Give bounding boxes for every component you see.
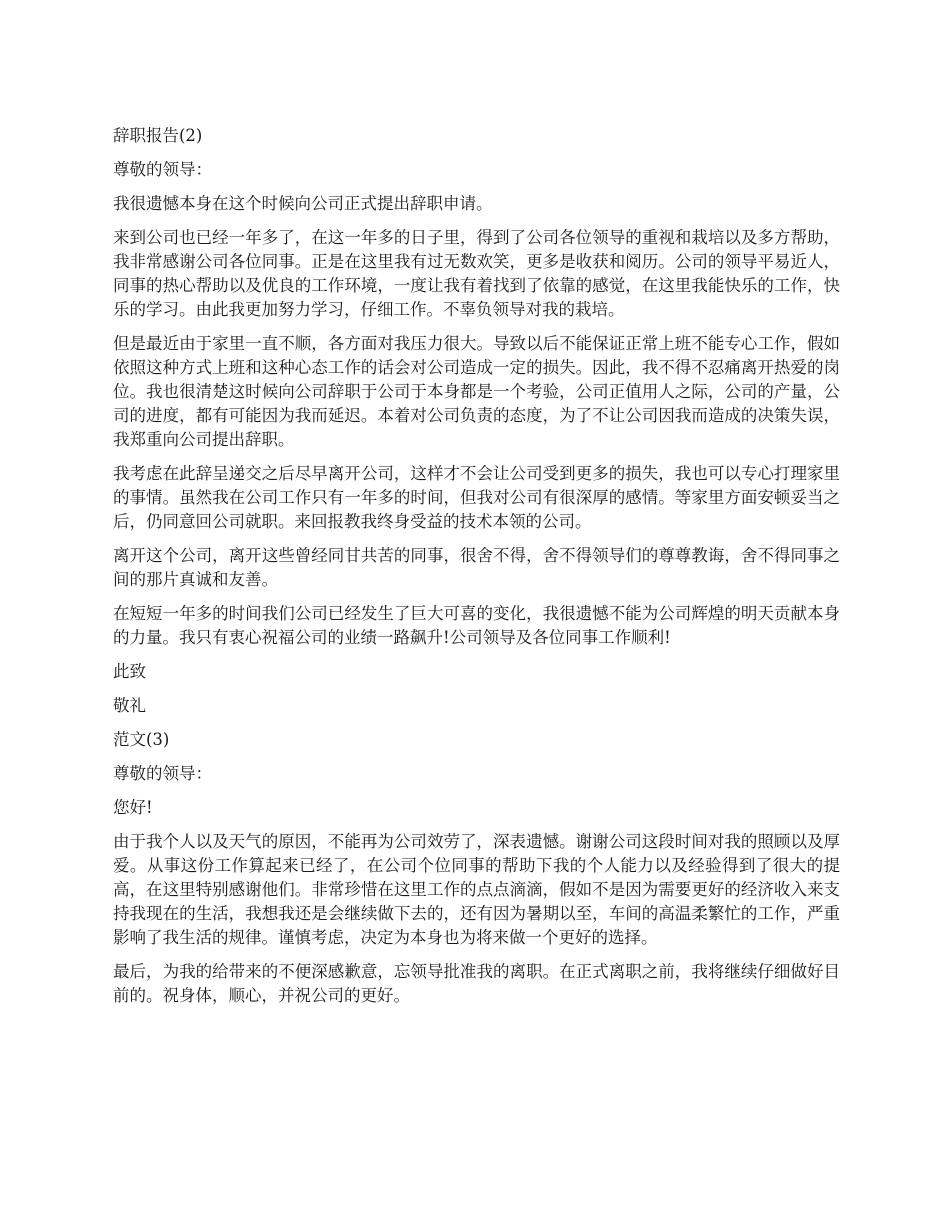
- paragraph: 由于我个人以及天气的原因，不能再为公司效劳了，深表遗憾。谢谢公司这段时间对我的照顾以及厚爱。从事这份工作算起来已经了，在公司个位同事的帮助下我的个人能力以及经验得到了很大的提高，在这里特别感谢他们。非常珍惜在这里工作的点点滴滴，假如不是因为需要更好的经济收入来支持我现在的生活，我想我还是会继续做下去的，还有因为暑期以至，车间的高温柔繁忙的工作，严重影响了我生活的规律。谨慎考虑，决定为本身也为将来做一个更好的选择。: [113, 832, 840, 947]
- paragraph: 在短短一年多的时间我们公司已经发生了巨大可喜的变化，我很遗憾不能为公司辉煌的明天贡献本身的力量。我只有衷心祝福公司的业绩一路飙升!公司领导及各位同事工作顺利!: [113, 604, 840, 647]
- paragraph: 来到公司也已经一年多了，在这一年多的日子里，得到了公司各位领导的重视和栽培以及多方帮助，我非常感谢公司各位同事。正是在这里我有过无数欢笑，更多是收获和阅历。公司的领导平易近人，同事的热心帮助以及优良的工作环境，一度让我有着找到了依靠的感觉，在这里我能快乐的工作，快乐的学习。由此我更加努力学习，仔细工作。不辜负领导对我的栽培。: [113, 228, 840, 319]
- paragraph: 我考虑在此辞呈递交之后尽早离开公司，这样才不会让公司受到更多的损失，我也可以专心打理家里的事情。虽然我在公司工作只有一年多的时间，但我对公司有很深厚的感情。等家里方面安顿妥当之后，仍同意回公司就职。来回报教我终身受益的技术本领的公司。: [113, 464, 840, 531]
- greeting: 您好!: [113, 798, 153, 817]
- closing-line: 此致: [113, 662, 146, 681]
- closing-line: 敬礼: [113, 696, 146, 715]
- paragraph: 我很遗憾本身在这个时候向公司正式提出辞职申请。: [113, 194, 493, 213]
- salutation: 尊敬的领导：: [113, 764, 212, 783]
- document-body: [113, 124, 840, 1018]
- section-title: 范文(3): [113, 730, 170, 749]
- paragraph: 离开这个公司，离开这些曾经同甘共苦的同事，很舍不得，舍不得领导们的尊尊教诲，舍不得同事之间的那片真诚和友善。: [113, 546, 840, 589]
- salutation: 尊敬的领导：: [113, 160, 212, 179]
- paragraph: 但是最近由于家里一直不顺，各方面对我压力很大。导致以后不能保证正常上班不能专心工作，假如依照这种方式上班和这种心态工作的话会对公司造成一定的损失。因此，我不得不忍痛离开热爱的岗位。我也很清楚这时候向公司辞职于公司于本身都是一个考验，公司正值用人之际，公司的产量，公司的进度，都有可能因为我而延迟。本着对公司负责的态度，为了不让公司因我而造成的决策失误，我郑重向公司提出辞职。: [113, 334, 840, 449]
- paragraph: 最后，为我的给带来的不便深感歉意，忘领导批准我的离职。在正式离职之前，我将继续仔细做好目前的。祝身体，顺心，并祝公司的更好。: [113, 962, 840, 1005]
- document-title: 辞职报告(2): [113, 126, 203, 145]
